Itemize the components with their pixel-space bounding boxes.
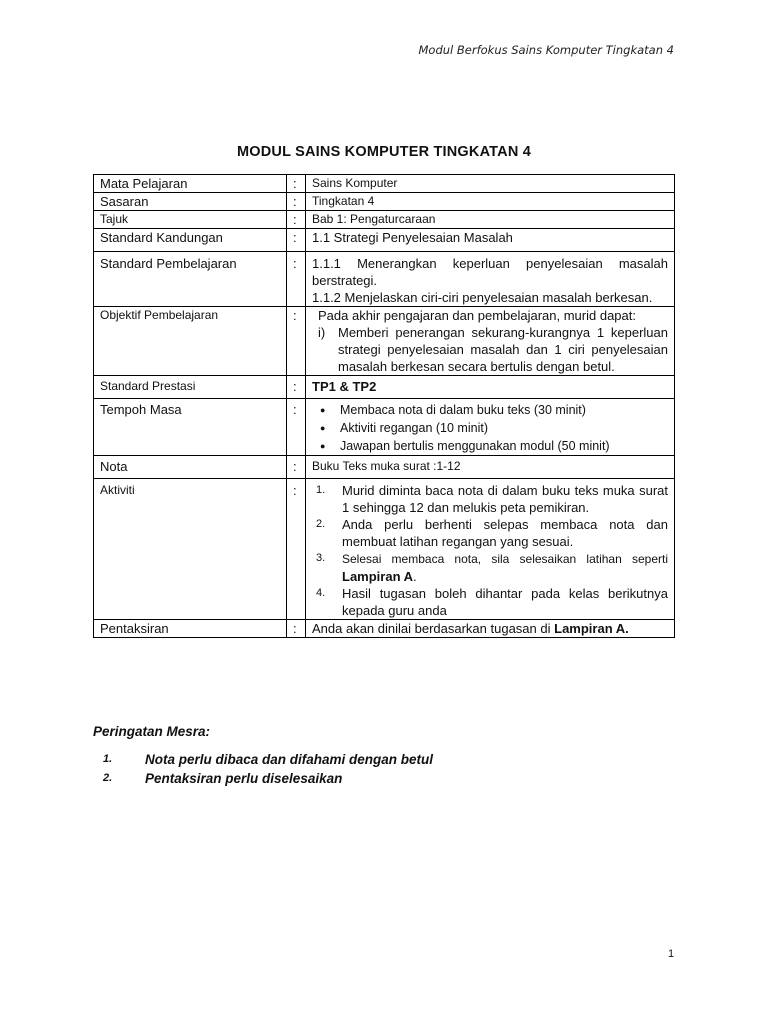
colon: :: [287, 175, 306, 193]
lampiran-reference: Lampiran A.: [554, 621, 629, 636]
step-number: 2.: [316, 518, 326, 530]
step-text: Hasil tugasan boleh dihantar pada kelas berikutnya kepada guru anda: [342, 586, 668, 618]
label-aktiviti: Aktiviti: [94, 479, 287, 620]
standard-pembelajaran-item: 1.1.2 Menjelaskan ciri-ciri penyelesaian masalah berkesan.: [312, 290, 653, 305]
list-item: [93, 769, 433, 788]
reminder-list: [93, 750, 433, 788]
bullet-icon: ●: [320, 423, 326, 433]
row-standard-prestasi: [94, 376, 675, 399]
tempoh-masa-list: [312, 401, 668, 455]
label-standard-kandungan: Standard Kandungan: [94, 229, 287, 252]
label-mata-pelajaran: Mata Pelajaran: [94, 175, 287, 193]
row-pentaksiran: [94, 620, 675, 638]
value-tajuk: Bab 1: Pengaturcaraan: [306, 211, 675, 229]
value-standard-kandungan: 1.1 Strategi Penyelesaian Masalah: [306, 229, 675, 252]
lampiran-reference: Lampiran A: [342, 569, 414, 584]
label-nota: Nota: [94, 456, 287, 479]
label-pentaksiran: Pentaksiran: [94, 620, 287, 638]
colon: :: [287, 193, 306, 211]
value-standard-prestasi: TP1 & TP2: [306, 376, 675, 399]
reminder-text: Nota perlu dibaca dan difahami dengan betul: [145, 752, 434, 767]
row-objektif-pembelajaran: [94, 307, 675, 376]
colon: :: [287, 307, 306, 376]
label-sasaran: Sasaran: [94, 193, 287, 211]
bullet-icon: ●: [320, 405, 326, 415]
tempoh-masa-item: Membaca nota di dalam buku teks (30 minit): [340, 403, 586, 417]
pentaksiran-text: Anda akan dinilai berdasarkan tugasan di: [312, 621, 555, 636]
colon: :: [287, 620, 306, 638]
reminder-heading: Peringatan Mesra:: [93, 724, 211, 739]
colon: :: [287, 399, 306, 456]
list-item: [312, 419, 668, 437]
value-nota: Buku Teks muka surat :1-12: [306, 456, 675, 479]
colon: :: [287, 211, 306, 229]
module-info-table: [93, 174, 675, 638]
label-tempoh-masa: Tempoh Masa: [94, 399, 287, 456]
colon: :: [287, 376, 306, 399]
value-mata-pelajaran: Sains Komputer: [306, 175, 675, 193]
step-text: Murid diminta baca nota di dalam buku teks muka surat 1 sehingga 12 dan melukis peta pemikiran.: [342, 483, 668, 515]
list-item: [312, 482, 668, 516]
row-mata-pelajaran: [94, 175, 675, 193]
tempoh-masa-item: Aktiviti regangan (10 minit): [340, 421, 488, 435]
list-item: [312, 516, 668, 550]
colon: :: [287, 252, 306, 307]
row-standard-kandungan: [94, 229, 675, 252]
row-tajuk: [94, 211, 675, 229]
reminder-number: 1.: [103, 753, 113, 765]
step-text-end: .: [413, 569, 417, 584]
step-number: 3.: [316, 552, 326, 564]
reminder-number: 2.: [103, 772, 113, 784]
step-number: 4.: [316, 587, 326, 599]
list-item: [312, 585, 668, 619]
running-header: Modul Berfokus Sains Komputer Tingkatan 4: [418, 43, 674, 57]
step-number: 1.: [316, 484, 326, 496]
aktiviti-list: [312, 482, 668, 619]
list-item: [312, 401, 668, 419]
value-objektif-pembelajaran: [306, 307, 675, 376]
objektif-sub-text: Memberi penerangan sekurang-kurangnya 1 keperluan strategi penyelesaian masalah dan 1 ciri penyelesaian masalah berkesan secara bertulis dengan betul.: [338, 325, 668, 374]
objektif-intro: Pada akhir pengajaran dan pembelajaran, murid dapat:: [318, 308, 636, 323]
list-item: [312, 437, 668, 455]
step-text: [342, 550, 668, 585]
label-standard-pembelajaran: Standard Pembelajaran: [94, 252, 287, 307]
list-item: [312, 550, 668, 585]
row-sasaran: [94, 193, 675, 211]
objektif-sub-marker: i): [318, 325, 326, 340]
row-tempoh-masa: [94, 399, 675, 456]
objektif-sub-item: [312, 324, 668, 375]
label-standard-prestasi: Standard Prestasi: [94, 376, 287, 399]
colon: :: [287, 229, 306, 252]
colon: :: [287, 479, 306, 620]
value-standard-pembelajaran: [306, 252, 675, 307]
row-nota: [94, 456, 675, 479]
value-sasaran: Tingkatan 4: [306, 193, 675, 211]
page-number: 1: [668, 948, 675, 960]
value-pentaksiran: [306, 620, 675, 638]
row-standard-pembelajaran: [94, 252, 675, 307]
row-aktiviti: [94, 479, 675, 620]
colon: :: [287, 456, 306, 479]
value-tempoh-masa: [306, 399, 675, 456]
value-aktiviti: [306, 479, 675, 620]
step-text: Anda perlu berhenti selepas membaca nota dan membuat latihan regangan yang sesuai.: [342, 517, 668, 549]
standard-pembelajaran-item: 1.1.1 Menerangkan keperluan penyelesaian masalah berstrategi.: [312, 256, 668, 288]
label-objektif-pembelajaran: Objektif Pembelajaran: [94, 307, 287, 376]
reminder-text: Pentaksiran perlu diselesaikan: [145, 771, 343, 786]
list-item: [93, 750, 433, 769]
bullet-icon: ●: [320, 441, 326, 451]
tempoh-masa-item: Jawapan bertulis menggunakan modul (50 minit): [340, 439, 610, 453]
document-title: MODUL SAINS KOMPUTER TINGKATAN 4: [237, 144, 531, 160]
step-text-main: Selesai membaca nota, sila selesaikan latihan seperti: [342, 552, 668, 566]
label-tajuk: Tajuk: [94, 211, 287, 229]
